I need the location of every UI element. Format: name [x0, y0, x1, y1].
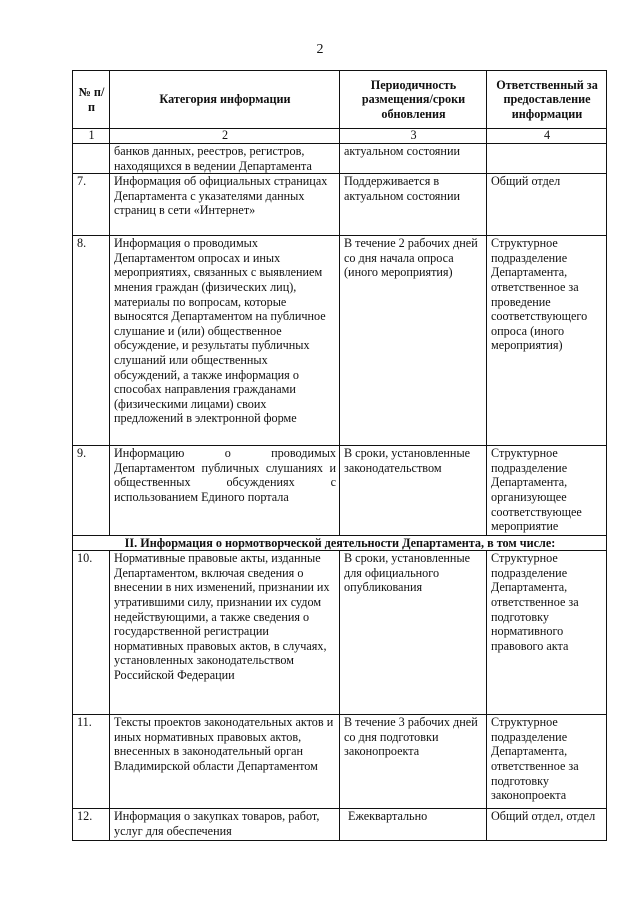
- row-period-cell: В сроки, установленные для официального опубликования: [340, 551, 487, 715]
- column-number: 1: [73, 129, 110, 144]
- row-category-cell: Тексты проектов законодательных актов и иных нормативных правовых актов, внесенных в законодательный орган Владимирской области Департаментом: [110, 715, 340, 809]
- row-num-cell: 11.: [73, 715, 110, 809]
- row-period-cell: актуальном состоянии: [340, 144, 487, 174]
- table-header-row: [73, 71, 607, 129]
- row-responsible-cell: Общий отдел, отдел: [487, 809, 607, 841]
- table-row: [73, 236, 607, 446]
- row-period-cell: В сроки, установленные законодательством: [340, 446, 487, 536]
- row-responsible-cell: Структурное подразделение Департамента, ответственное за проведение соответствующего опроса (иного мероприятия): [487, 236, 607, 446]
- section-title: II. Информация о нормотворческой деятельности Департамента, в том числе:: [73, 536, 607, 551]
- row-category-cell: Нормативные правовые акты, изданные Департаментом, включая сведения о внесении в них изменений, признании их утратившими силу, признании их судом недействующими, а также сведения о государственной регистрации нормативных правовых актов, в случаях, установленных законодательством Российской Федерации: [110, 551, 340, 715]
- column-number: 3: [340, 129, 487, 144]
- row-num-cell: 9.: [73, 446, 110, 536]
- row-responsible-cell: Структурное подразделение Департамента, ответственное за подготовку нормативного правового акта: [487, 551, 607, 715]
- table-row: [73, 715, 607, 809]
- row-num-cell: 12.: [73, 809, 110, 841]
- row-num-cell: 10.: [73, 551, 110, 715]
- row-num-cell: [73, 144, 110, 174]
- row-period-cell: Поддерживается в актуальном состоянии: [340, 174, 487, 236]
- row-category-cell: Информация о проводимых Департаментом опросах и иных мероприятиях, связанных с выявлением мнения граждан (физических лиц), материалы по вопросам, которые выносятся Департаментом на публичное слушание и (или) общественное обсуждение, и результаты публичных слушаний или общественных обсуждений, а также информация о способах направления гражданами (физическими лицами) своих предложений в электронной форме: [110, 236, 340, 446]
- row-period-cell: В течение 3 рабочих дней со дня подготовки законопроекта: [340, 715, 487, 809]
- row-period-cell: Ежеквартально: [340, 809, 487, 841]
- row-period-cell: В течение 2 рабочих дней со дня начала опроса (иного мероприятия): [340, 236, 487, 446]
- table-row: [73, 446, 607, 536]
- row-responsible-cell: Структурное подразделение Департамента, организующее соответствующее мероприятие: [487, 446, 607, 536]
- table-row: [73, 174, 607, 236]
- header-num: № п/п: [73, 71, 110, 129]
- table-row: [73, 551, 607, 715]
- header-period: Периодичность размещения/сроки обновления: [340, 71, 487, 129]
- row-category-cell: Информация о закупках товаров, работ, услуг для обеспечения: [110, 809, 340, 841]
- information-table: [72, 70, 607, 841]
- row-num-cell: 8.: [73, 236, 110, 446]
- row-responsible-cell: [487, 144, 607, 174]
- column-number: 2: [110, 129, 340, 144]
- section-header-row: [73, 536, 607, 551]
- column-numbers-row: [73, 129, 607, 144]
- row-category-cell: банков данных, реестров, регистров, находящихся в ведении Департамента: [110, 144, 340, 174]
- row-category-cell: Информация об официальных страницах Департамента с указателями данных страниц в сети «Интернет»: [110, 174, 340, 236]
- row-responsible-cell: Структурное подразделение Департамента, ответственное за подготовку законопроекта: [487, 715, 607, 809]
- column-number: 4: [487, 129, 607, 144]
- row-category-cell: Информацию о проводимых Департаментом публичных слушаниях и общественных обсуждениях с использованием Единого портала: [110, 446, 340, 536]
- header-category: Категория информации: [110, 71, 340, 129]
- table-row: [73, 809, 607, 841]
- row-responsible-cell: Общий отдел: [487, 174, 607, 236]
- row-num-cell: 7.: [73, 174, 110, 236]
- header-responsible: Ответственный за предоставление информации: [487, 71, 607, 129]
- page-number: 2: [316, 42, 324, 57]
- table-row-continuation: [73, 144, 607, 174]
